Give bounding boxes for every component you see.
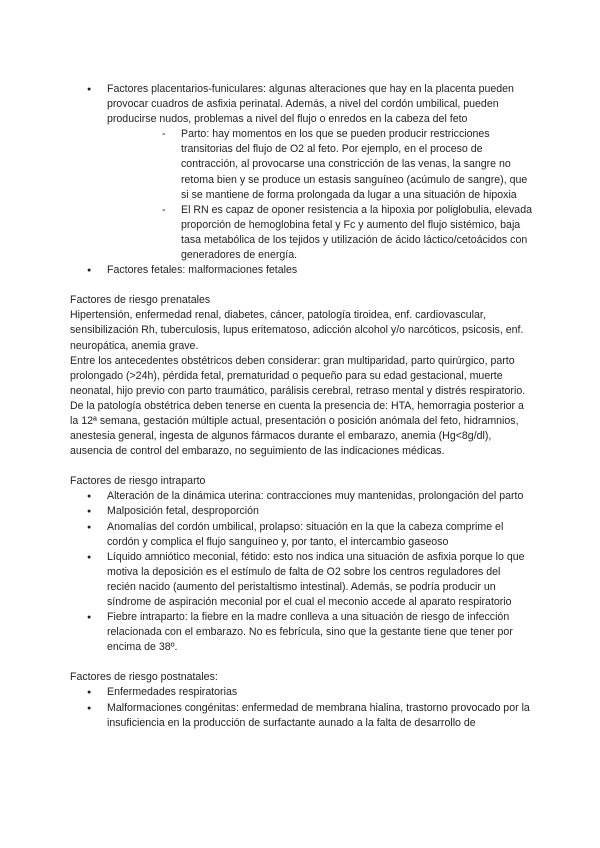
prenatal-paragraph-3: De la patología obstétrica deben tenerse en cuenta la presencia de: HTA, hemorragia posterior a la 12ª semana, gestación múltiple actual, presentación o posición anómala del feto, hidramnios, anestesia general, ingesta de algunos fármacos durante el embarazo, anemia (Hg<8g/dl), ausencia de control del embarazo, no seguimiento de las indicaciones médicas.: [70, 399, 524, 458]
list-item: ● Enfermedades respiratorias: [70, 685, 532, 700]
list-item: ● Malformaciones congénitas: enfermedad de membrana hialina, trastorno provocado por la insuficiencia en la producción de surfactante aunado a la falta de desarrollo de: [70, 701, 532, 731]
list-item: ● Anomalías del cordón umbilical, prolapso: situación en la que la cabeza comprime el cordón y complica el flujo sanguíneo y, por tanto, el intercambio gaseoso: [70, 520, 532, 550]
postnatal-heading: Factores de riesgo postnatales:: [70, 671, 218, 684]
placental-intro: ● Factores placentarios-funiculares: algunas alteraciones que hay en la placenta pueden provocar cuadros de asfixia perinatal. Además, a nivel del cordón umbilical, pueden producirse nudos, problemas a nivel del flujo o enredos en la cabeza del feto: [107, 83, 514, 126]
sublist-item-parto: - Parto: hay momentos en los que se pueden producir restricciones transitorias del flujo de O2 al feto. Por ejemplo, en el proceso de contracción, al provocarse una constricción de las venas, la sangre no retoma bien y se produce un estasis sanguíneo (acúmulo de sangre), que si se mantiene de forma prolongada da lugar a una situación de hipoxia: [107, 127, 532, 202]
prenatal-paragraph-2: Entre los antecedentes obstétricos deben considerar: gran multiparidad, parto quirúrgico, parto prolongado (>24h), pérdida fetal, prematuridad o pequeño para su edad gestacional, muerte neonatal, hijo previo con parto traumático, parálisis cerebral, retraso mental y distrés respiratorio.: [70, 354, 526, 397]
postnatal-list: [70, 685, 532, 730]
list-item: ● Fiebre intraparto: la fiebre en la madre conlleva a una situación de riesgo de infección relacionada con el embarazo. No es febrícula, sino que la gestante tiene que tener por encima de 38º.: [70, 610, 532, 655]
intrapartum-list: [70, 489, 532, 655]
sublist-item-rn: - El RN es capaz de oponer resistencia a la hipoxia por poliglobulia, elevada proporción de hemoglobina fetal y Fc y aumento del flujo sistémico, baja tasa metabólica de los tejidos y utilización de ácido láctico/cetoácidos con generadores de energía.: [107, 203, 532, 263]
list-item: ● Alteración de la dinámica uterina: contracciones muy mantenidas, prolongación del parto: [70, 489, 532, 504]
prenatal-heading: Factores de riesgo prenatales: [70, 294, 211, 307]
prenatal-paragraph-1: Hipertensión, enfermedad renal, diabetes, cáncer, patología tiroidea, enf. cardiovascular, sensibilización Rh, tuberculosis, lupus eritematoso, adicción alcohol y/o narcóticos, psicosis, enf. neuropática, anemia grave.: [70, 309, 524, 352]
placental-factors-list: [70, 82, 532, 278]
intrapartum-heading: Factores de riesgo intraparto: [70, 475, 206, 488]
placental-sublist: [107, 127, 532, 263]
list-item: ● Malposición fetal, desproporción: [70, 504, 532, 519]
list-item: ● Líquido amniótico meconial, fétido: esto nos indica una situación de asfixia porque lo que motiva la deposición es el estímulo de falta de O2 sobre los centros reguladores del recién nacido (aumento del peristaltismo intestinal). Además, se podría producir un síndrome de aspiración meconial por el cual el meconio accede al aparato respiratorio: [70, 550, 532, 610]
document-content: [70, 82, 532, 731]
list-item-placental: [70, 82, 532, 263]
list-item-fetal: ● Factores fetales: malformaciones fetales: [70, 263, 532, 278]
